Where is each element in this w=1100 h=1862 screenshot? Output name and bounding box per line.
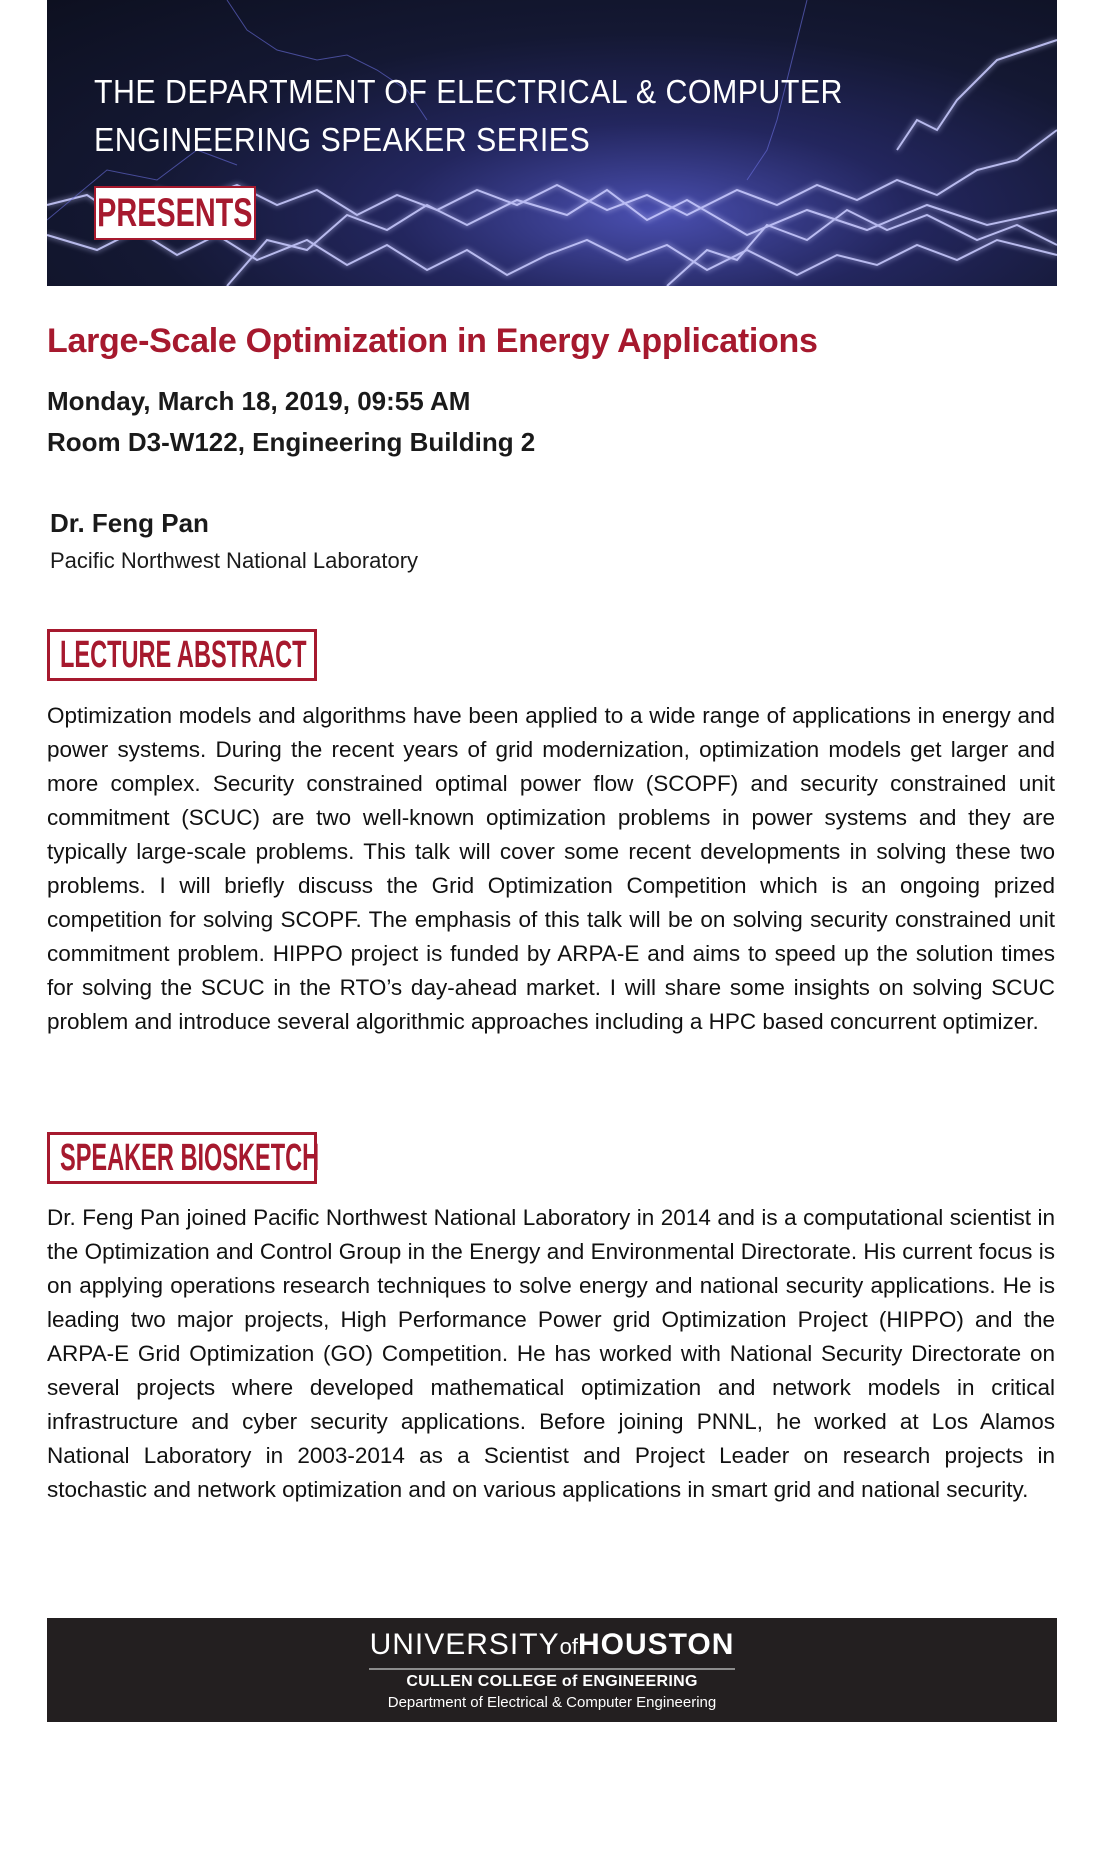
university-of: of	[559, 1634, 578, 1659]
logo-divider	[369, 1668, 735, 1670]
talk-title: Large-Scale Optimization in Energy Applications	[47, 322, 818, 360]
college-name: CULLEN COLLEGE of ENGINEERING	[406, 1673, 698, 1690]
footer-logo-bar	[47, 1618, 1057, 1722]
university-name: HOUSTON	[577, 1628, 735, 1661]
department-name: Department of Electrical & Computer Engineering	[387, 1694, 717, 1711]
speaker-biosketch-heading	[47, 1132, 320, 1184]
series-title-line2: ENGINEERING SPEAKER SERIES	[94, 121, 591, 158]
header-banner	[47, 0, 1057, 286]
event-location: Room D3-W122, Engineering Building 2	[47, 427, 536, 457]
speaker-name: Dr. Feng Pan	[50, 508, 209, 538]
event-datetime: Monday, March 18, 2019, 09:55 AM	[47, 386, 471, 416]
speaker-affiliation: Pacific Northwest National Laboratory	[50, 548, 419, 573]
abstract-paragraph: Optimization models and algorithms have been applied to a wide range of applications in energy and power systems. During the recent years of grid modernization, optimization models get larger and more complex. Security constrained optimal power flow (SCOPF) and security constrained unit commitment (SCUC) are two well-known optimization problems in power systems and they are typically large-scale problems. This talk will cover some recent developments in solving these two problems. I will briefly discuss the Grid Optimization Competition which is an ongoing prized competition for solving SCOPF. The emphasis of this talk will be on solving security constrained unit commitment problem. HIPPO project is funded by ARPA-E and aims to speed up the solution times for solving the SCUC in the RTO’s day-ahead market. I will share some insights on solving SCUC problem and introduce several algorithmic approaches including a HPC based concurrent optimizer.	[47, 703, 1055, 1034]
presents-label: PRESENTS	[97, 190, 253, 235]
presents-badge	[94, 186, 256, 240]
series-title-line1: THE DEPARTMENT OF ELECTRICAL & COMPUTER	[94, 73, 843, 110]
university-logo	[47, 1628, 1057, 1662]
series-title	[94, 68, 843, 164]
university-prefix: UNIVERSITY	[369, 1628, 560, 1661]
speaker-biosketch-label: SPEAKER BIOSKETCH	[60, 1136, 320, 1179]
lecture-abstract-heading	[47, 629, 317, 681]
lecture-abstract-label: LECTURE ABSTRACT	[60, 633, 307, 676]
biosketch-paragraph: Dr. Feng Pan joined Pacific Northwest National Laboratory in 2014 and is a computational scientist in the Optimization and Control Group in the Energy and Environmental Directorate. His current focus is on applying operations research techniques to solve energy and national security applications. He is leading two major projects, High Performance Power grid Optimization Project (HIPPO) and the ARPA-E Grid Optimization (GO) Competition. He has worked with National Security Directorate on several projects where developed mathematical optimization and network models in critical infrastructure and cyber security applications. Before joining PNNL, he worked at Los Alamos National Laboratory in 2003-2014 as a Scientist and Project Leader on research projects in stochastic and network optimization and on various applications in smart grid and national security.	[47, 1205, 1055, 1502]
